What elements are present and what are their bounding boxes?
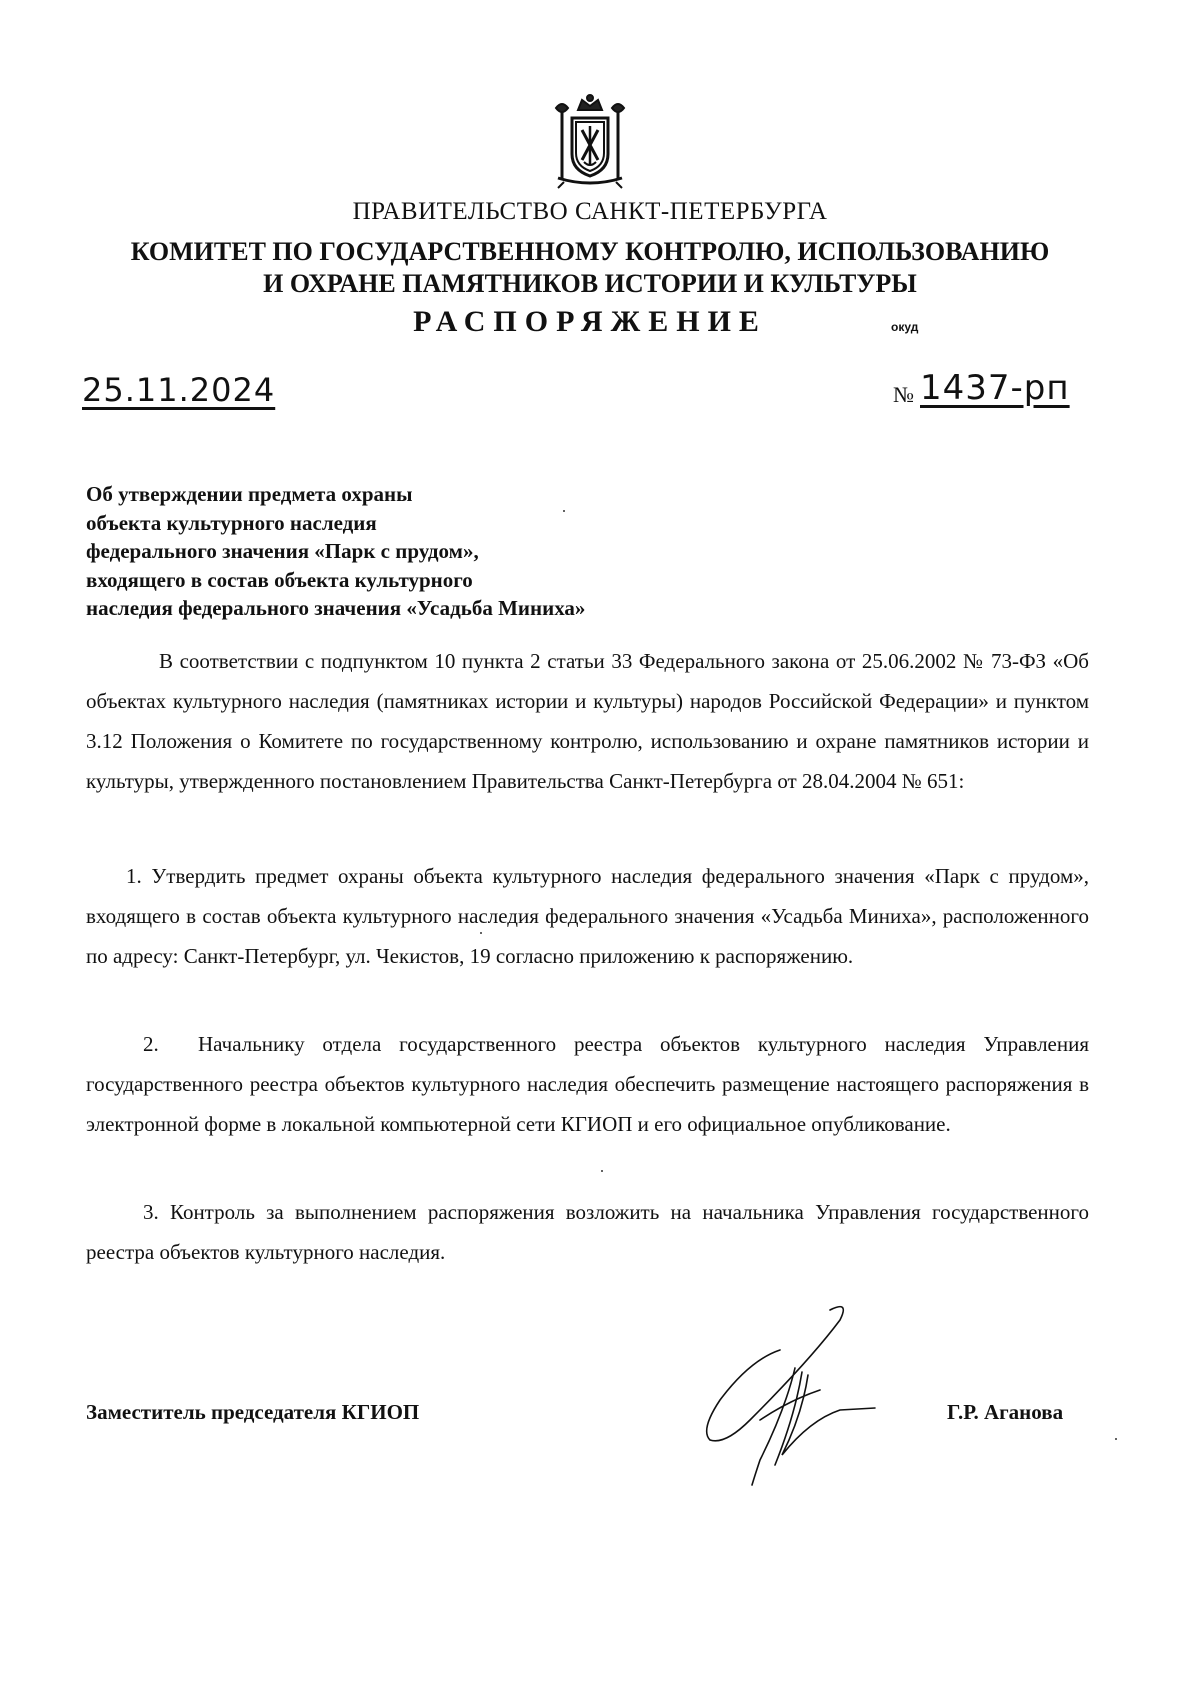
preamble-text: В соответствии с подпунктом 10 пункта 2 статьи 33 Федерального закона от 25.06.2002 № 73-ФЗ «Об объектах культурного наследия (памятниках истории и культуры) народов Российской Федерации» и пунктом 3.12 Положения о Комитете по государственному контролю, использованию и охране памятников истории и культуры, утвержденного постановлением Правительства Санкт-Петербурга от 28.04.2004 № 651:	[86, 649, 1089, 793]
order-item-2-number: 2.	[143, 1032, 159, 1056]
order-item-3	[86, 1192, 1089, 1272]
committee-name	[0, 236, 1180, 300]
committee-name-line-2: И ОХРАНЕ ПАМЯТНИКОВ ИСТОРИИ И КУЛЬТУРЫ	[263, 269, 917, 298]
order-item-1-text: 1. Утвердить предмет охраны объекта культурного наследия федерального значения «Парк с прудом», входящего в состав объекта культурного наследия федерального значения «Усадьба Миниха», расположенного по адресу: Санкт-Петербург, ул. Чекистов, 19 согласно приложению к распоряжению.	[86, 864, 1089, 968]
subject-line: Об утверждении предмета охраны	[86, 482, 413, 506]
okud-label: окуд	[891, 320, 919, 334]
scan-speck	[480, 932, 482, 934]
order-item-2	[86, 1024, 1089, 1144]
coat-of-arms-icon	[540, 92, 640, 192]
subject-line: объекта культурного наследия	[86, 510, 377, 535]
handwritten-date: 25.11.2024	[82, 371, 276, 409]
government-name: ПРАВИТЕЛЬСТВО САНКТ-ПЕТЕРБУРГА	[352, 198, 828, 225]
signer-name: Г.Р. Аганова	[947, 1400, 1064, 1424]
order-item-3-text: 3. Контроль за выполнением распоряжения возложить на начальника Управления государственного реестра объектов культурного наследия.	[86, 1200, 1089, 1264]
committee-name-line-1: КОМИТЕТ ПО ГОСУДАРСТВЕННОМУ КОНТРОЛЮ, ИСПОЛЬЗОВАНИЮ	[130, 237, 1050, 266]
number-sign: №	[893, 382, 914, 407]
order-item-1	[86, 856, 1089, 976]
signer-position: Заместитель председателя КГИОП	[86, 1400, 420, 1424]
document-subject	[86, 480, 726, 623]
subject-line: входящего в состав объекта культурного	[86, 567, 473, 592]
scan-speck	[1115, 1438, 1117, 1440]
handwritten-document-number: 1437-рп	[920, 368, 1070, 408]
document-type-title: РАСПОРЯЖЕНИЕ	[413, 305, 767, 338]
handwritten-signature	[690, 1290, 890, 1490]
order-item-2-text: Начальнику отдела государственного реестра объектов культурного наследия Управления государственного реестра объектов культурного наследия обеспечить размещение настоящего распоряжения в электронной форме в локальной компьютерной сети КГИОП и его официальное опубликование.	[86, 1032, 1089, 1136]
subject-line: федерального значения «Парк с прудом»,	[86, 539, 479, 563]
preamble-paragraph	[86, 641, 1089, 801]
scan-speck	[601, 1170, 603, 1172]
scan-speck	[563, 510, 565, 512]
subject-line: наследия федерального значения «Усадьба Миниха»	[86, 596, 586, 620]
